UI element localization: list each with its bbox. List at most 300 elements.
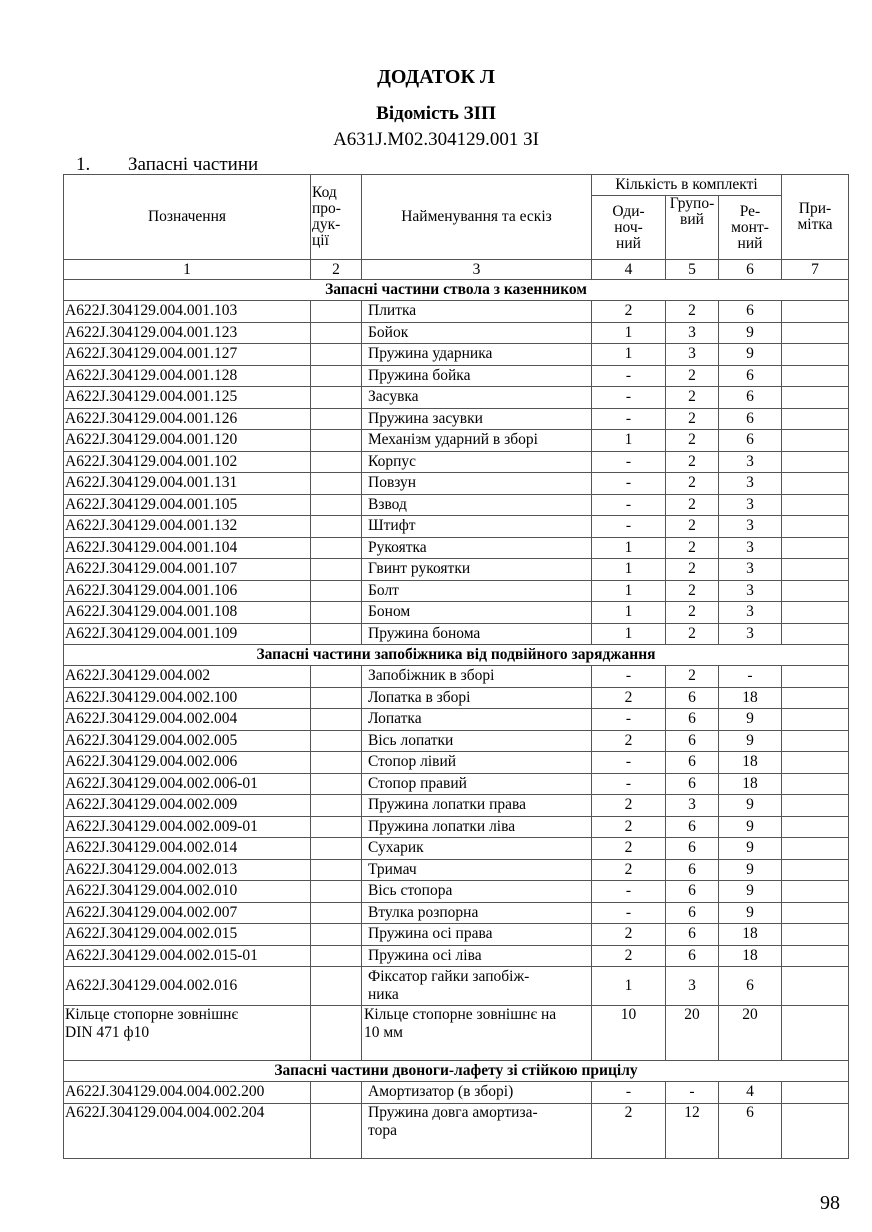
cell-repair: 3 bbox=[719, 494, 782, 516]
cell-name: Кільце стопорне зовнішнє на 10 мм bbox=[362, 1006, 592, 1061]
cell-code bbox=[311, 537, 362, 559]
cell-code bbox=[311, 773, 362, 795]
cell-name: Пружина ударника bbox=[362, 344, 592, 366]
cell-single: - bbox=[592, 666, 666, 688]
group-title: Запасні частини запобіжника від подвійного заряджання bbox=[64, 645, 849, 666]
cell-single: 2 bbox=[592, 301, 666, 323]
cell-single: 1 bbox=[592, 967, 666, 1006]
cell-group: 2 bbox=[666, 494, 719, 516]
cell-note bbox=[782, 365, 849, 387]
cell-group: 3 bbox=[666, 795, 719, 817]
cell-group: 6 bbox=[666, 924, 719, 946]
cell-name: Повзун bbox=[362, 473, 592, 495]
cell-note bbox=[782, 666, 849, 688]
table-row bbox=[64, 709, 849, 731]
table-row bbox=[64, 301, 849, 323]
cell-code bbox=[311, 687, 362, 709]
cell-code bbox=[311, 1006, 362, 1061]
table-row bbox=[64, 365, 849, 387]
cell-designation: А622J.304129.004.002.013 bbox=[64, 859, 311, 881]
cell-designation: А622J.304129.004.002.100 bbox=[64, 687, 311, 709]
cell-name: Втулка розпорна bbox=[362, 902, 592, 924]
cell-name: Пружина осі ліва bbox=[362, 945, 592, 967]
cell-single: - bbox=[592, 494, 666, 516]
cell-code bbox=[311, 730, 362, 752]
cell-single: 1 bbox=[592, 602, 666, 624]
cell-repair: 3 bbox=[719, 516, 782, 538]
cell-designation: А622J.304129.004.001.127 bbox=[64, 344, 311, 366]
cell-name: Пружина довга амортиза- тора bbox=[362, 1103, 592, 1158]
cell-designation: А622J.304129.004.002.015 bbox=[64, 924, 311, 946]
table-row bbox=[64, 408, 849, 430]
cell-code bbox=[311, 816, 362, 838]
cell-single: 2 bbox=[592, 687, 666, 709]
header-repair: Ре- монт- ний bbox=[719, 196, 782, 260]
table-row bbox=[64, 623, 849, 645]
cell-repair: 9 bbox=[719, 322, 782, 344]
cell-repair: 9 bbox=[719, 902, 782, 924]
cell-repair: 18 bbox=[719, 687, 782, 709]
table-row bbox=[64, 1082, 849, 1104]
group-row bbox=[64, 280, 849, 301]
cell-repair: 18 bbox=[719, 752, 782, 774]
header-note: При- мітка bbox=[782, 175, 849, 260]
cell-repair: 6 bbox=[719, 967, 782, 1006]
cell-designation: А622J.304129.004.001.120 bbox=[64, 430, 311, 452]
header-group: Групо- вий bbox=[666, 196, 719, 260]
cell-single: - bbox=[592, 408, 666, 430]
cell-designation: А622J.304129.004.002 bbox=[64, 666, 311, 688]
cell-single: 2 bbox=[592, 730, 666, 752]
cell-repair: 6 bbox=[719, 430, 782, 452]
cell-designation: А622J.304129.004.004.002.204 bbox=[64, 1103, 311, 1158]
cell-name: Лопатка в зборі bbox=[362, 687, 592, 709]
table-row bbox=[64, 945, 849, 967]
cell-code bbox=[311, 559, 362, 581]
cell-single: - bbox=[592, 709, 666, 731]
cell-designation: А622J.304129.004.004.002.200 bbox=[64, 1082, 311, 1104]
cell-repair: 3 bbox=[719, 623, 782, 645]
cell-group: 2 bbox=[666, 408, 719, 430]
table-row bbox=[64, 687, 849, 709]
cell-group: 6 bbox=[666, 773, 719, 795]
cell-group: 2 bbox=[666, 623, 719, 645]
cell-code bbox=[311, 666, 362, 688]
cell-name: Пружина бонома bbox=[362, 623, 592, 645]
cell-single: 1 bbox=[592, 537, 666, 559]
cell-name: Бойок bbox=[362, 322, 592, 344]
cell-repair: - bbox=[719, 666, 782, 688]
cell-single: - bbox=[592, 752, 666, 774]
column-number-row bbox=[64, 260, 849, 280]
cell-repair: 3 bbox=[719, 451, 782, 473]
header-single: Оди- ноч- ний bbox=[592, 196, 666, 260]
table-row bbox=[64, 602, 849, 624]
cell-code bbox=[311, 516, 362, 538]
table-row bbox=[64, 666, 849, 688]
cell-name: Болт bbox=[362, 580, 592, 602]
cell-single: 1 bbox=[592, 430, 666, 452]
cell-note bbox=[782, 537, 849, 559]
cell-designation: А622J.304129.004.002.006-01 bbox=[64, 773, 311, 795]
cell-name: Фіксатор гайки запобіж- ника bbox=[362, 967, 592, 1006]
cell-code bbox=[311, 344, 362, 366]
cell-single: 2 bbox=[592, 795, 666, 817]
cell-note bbox=[782, 1006, 849, 1061]
cell-single: 1 bbox=[592, 322, 666, 344]
cell-code bbox=[311, 709, 362, 731]
cell-designation: А622J.304129.004.001.105 bbox=[64, 494, 311, 516]
column-number: 4 bbox=[592, 260, 666, 280]
table-row bbox=[64, 559, 849, 581]
cell-note bbox=[782, 623, 849, 645]
cell-single: - bbox=[592, 516, 666, 538]
cell-single: - bbox=[592, 365, 666, 387]
column-number: 6 bbox=[719, 260, 782, 280]
cell-group: 6 bbox=[666, 752, 719, 774]
cell-repair: 3 bbox=[719, 580, 782, 602]
cell-repair: 20 bbox=[719, 1006, 782, 1061]
cell-designation: А622J.304129.004.001.103 bbox=[64, 301, 311, 323]
table-row bbox=[64, 451, 849, 473]
cell-repair: 3 bbox=[719, 473, 782, 495]
cell-designation: А622J.304129.004.002.006 bbox=[64, 752, 311, 774]
cell-group: 3 bbox=[666, 967, 719, 1006]
cell-note bbox=[782, 344, 849, 366]
cell-note bbox=[782, 730, 849, 752]
cell-note bbox=[782, 773, 849, 795]
cell-note bbox=[782, 580, 849, 602]
cell-group: 6 bbox=[666, 881, 719, 903]
cell-single: - bbox=[592, 473, 666, 495]
cell-name: Тримач bbox=[362, 859, 592, 881]
cell-code bbox=[311, 945, 362, 967]
group-title: Запасні частини ствола з казенником bbox=[64, 280, 849, 301]
cell-designation: А622J.304129.004.002.005 bbox=[64, 730, 311, 752]
cell-code bbox=[311, 430, 362, 452]
cell-single: - bbox=[592, 902, 666, 924]
cell-name: Взвод bbox=[362, 494, 592, 516]
cell-group: 2 bbox=[666, 559, 719, 581]
cell-name: Стопор правий bbox=[362, 773, 592, 795]
cell-group: 3 bbox=[666, 344, 719, 366]
cell-group: 2 bbox=[666, 451, 719, 473]
table-row bbox=[64, 795, 849, 817]
table-row bbox=[64, 494, 849, 516]
cell-designation: А622J.304129.004.001.131 bbox=[64, 473, 311, 495]
cell-note bbox=[782, 902, 849, 924]
cell-repair: 6 bbox=[719, 1103, 782, 1158]
cell-repair: 6 bbox=[719, 365, 782, 387]
cell-code bbox=[311, 902, 362, 924]
cell-note bbox=[782, 451, 849, 473]
cell-designation: А622J.304129.004.002.004 bbox=[64, 709, 311, 731]
cell-code bbox=[311, 881, 362, 903]
cell-code bbox=[311, 967, 362, 1006]
cell-name: Пружина лопатки права bbox=[362, 795, 592, 817]
cell-single: - bbox=[592, 387, 666, 409]
cell-designation: Кільце стопорне зовнішнє DIN 471 ф10 bbox=[64, 1006, 311, 1061]
column-number: 3 bbox=[362, 260, 592, 280]
cell-designation: А622J.304129.004.002.010 bbox=[64, 881, 311, 903]
cell-name: Пружина лопатки ліва bbox=[362, 816, 592, 838]
appendix-heading: ДОДАТОК Л bbox=[377, 66, 495, 88]
table-row bbox=[64, 430, 849, 452]
table-row bbox=[64, 387, 849, 409]
cell-repair: 9 bbox=[719, 709, 782, 731]
cell-repair: 6 bbox=[719, 301, 782, 323]
cell-designation: А622J.304129.004.001.102 bbox=[64, 451, 311, 473]
cell-designation: А622J.304129.004.002.014 bbox=[64, 838, 311, 860]
cell-code bbox=[311, 408, 362, 430]
table-row bbox=[64, 516, 849, 538]
section-number: 1. bbox=[76, 154, 91, 175]
cell-single: 2 bbox=[592, 859, 666, 881]
cell-single: - bbox=[592, 1082, 666, 1104]
cell-repair: 6 bbox=[719, 387, 782, 409]
cell-code bbox=[311, 322, 362, 344]
cell-name: Пружина бойка bbox=[362, 365, 592, 387]
cell-name: Пружина засувки bbox=[362, 408, 592, 430]
cell-code bbox=[311, 473, 362, 495]
cell-code bbox=[311, 580, 362, 602]
cell-note bbox=[782, 795, 849, 817]
cell-designation: А622J.304129.004.002.007 bbox=[64, 902, 311, 924]
table-row bbox=[64, 752, 849, 774]
cell-note bbox=[782, 473, 849, 495]
section-heading bbox=[76, 154, 258, 176]
table-body bbox=[64, 280, 849, 1159]
table-row bbox=[64, 881, 849, 903]
cell-group: 12 bbox=[666, 1103, 719, 1158]
cell-group: 2 bbox=[666, 301, 719, 323]
cell-designation: А622J.304129.004.002.009-01 bbox=[64, 816, 311, 838]
cell-group: 6 bbox=[666, 709, 719, 731]
column-number: 1 bbox=[64, 260, 311, 280]
table-row bbox=[64, 344, 849, 366]
table-row bbox=[64, 537, 849, 559]
cell-group: 6 bbox=[666, 816, 719, 838]
cell-designation: А622J.304129.004.001.104 bbox=[64, 537, 311, 559]
cell-single: 2 bbox=[592, 924, 666, 946]
cell-name: Пружина осі права bbox=[362, 924, 592, 946]
cell-single: 2 bbox=[592, 945, 666, 967]
cell-note bbox=[782, 1082, 849, 1104]
table-row bbox=[64, 730, 849, 752]
cell-repair: 18 bbox=[719, 945, 782, 967]
cell-group: 2 bbox=[666, 537, 719, 559]
cell-single: 2 bbox=[592, 1103, 666, 1158]
cell-group: 2 bbox=[666, 473, 719, 495]
cell-repair: 6 bbox=[719, 408, 782, 430]
cell-repair: 3 bbox=[719, 602, 782, 624]
cell-note bbox=[782, 516, 849, 538]
cell-designation: А622J.304129.004.001.106 bbox=[64, 580, 311, 602]
cell-group: 3 bbox=[666, 322, 719, 344]
table-row bbox=[64, 859, 849, 881]
header-code: Код про- дук- ції bbox=[311, 175, 362, 260]
cell-name: Лопатка bbox=[362, 709, 592, 731]
cell-code bbox=[311, 752, 362, 774]
cell-single: - bbox=[592, 881, 666, 903]
cell-note bbox=[782, 387, 849, 409]
cell-name: Сухарик bbox=[362, 838, 592, 860]
cell-name: Рукоятка bbox=[362, 537, 592, 559]
cell-code bbox=[311, 795, 362, 817]
cell-single: 1 bbox=[592, 580, 666, 602]
cell-code bbox=[311, 301, 362, 323]
cell-group: 2 bbox=[666, 430, 719, 452]
cell-designation: А622J.304129.004.001.109 bbox=[64, 623, 311, 645]
cell-code bbox=[311, 924, 362, 946]
cell-designation: А622J.304129.004.001.107 bbox=[64, 559, 311, 581]
cell-repair: 9 bbox=[719, 881, 782, 903]
cell-designation: А622J.304129.004.002.016 bbox=[64, 967, 311, 1006]
cell-note bbox=[782, 301, 849, 323]
section-title: Запасні частини bbox=[128, 154, 259, 175]
header-designation: Позначення bbox=[64, 175, 311, 260]
cell-group: 6 bbox=[666, 730, 719, 752]
cell-group: - bbox=[666, 1082, 719, 1104]
cell-designation: А622J.304129.004.001.125 bbox=[64, 387, 311, 409]
table-row bbox=[64, 773, 849, 795]
cell-single: 1 bbox=[592, 559, 666, 581]
cell-group: 2 bbox=[666, 602, 719, 624]
cell-note bbox=[782, 1103, 849, 1158]
cell-note bbox=[782, 816, 849, 838]
cell-note bbox=[782, 881, 849, 903]
cell-repair: 9 bbox=[719, 795, 782, 817]
cell-note bbox=[782, 430, 849, 452]
cell-designation: А622J.304129.004.001.128 bbox=[64, 365, 311, 387]
cell-group: 6 bbox=[666, 859, 719, 881]
cell-group: 20 bbox=[666, 1006, 719, 1061]
table-row bbox=[64, 902, 849, 924]
cell-single: 1 bbox=[592, 344, 666, 366]
group-row bbox=[64, 1061, 849, 1082]
group-row bbox=[64, 645, 849, 666]
table-row bbox=[64, 473, 849, 495]
cell-name: Запобіжник в зборі bbox=[362, 666, 592, 688]
cell-code bbox=[311, 1103, 362, 1158]
cell-note bbox=[782, 559, 849, 581]
cell-note bbox=[782, 945, 849, 967]
cell-designation: А622J.304129.004.001.126 bbox=[64, 408, 311, 430]
cell-note bbox=[782, 494, 849, 516]
table-row bbox=[64, 816, 849, 838]
cell-note bbox=[782, 838, 849, 860]
cell-single: 2 bbox=[592, 816, 666, 838]
cell-repair: 3 bbox=[719, 559, 782, 581]
cell-note bbox=[782, 602, 849, 624]
cell-code bbox=[311, 365, 362, 387]
cell-designation: А622J.304129.004.002.009 bbox=[64, 795, 311, 817]
cell-code bbox=[311, 859, 362, 881]
cell-code bbox=[311, 387, 362, 409]
cell-code bbox=[311, 623, 362, 645]
cell-note bbox=[782, 687, 849, 709]
table-row bbox=[64, 1103, 849, 1158]
cell-name: Засувка bbox=[362, 387, 592, 409]
cell-designation: А622J.304129.004.001.108 bbox=[64, 602, 311, 624]
cell-repair: 9 bbox=[719, 838, 782, 860]
column-number: 5 bbox=[666, 260, 719, 280]
cell-repair: 9 bbox=[719, 859, 782, 881]
group-title: Запасні частини двоноги-лафету зі стійкою прицілу bbox=[64, 1061, 849, 1082]
cell-repair: 9 bbox=[719, 730, 782, 752]
cell-name: Стопор лівий bbox=[362, 752, 592, 774]
header-name: Найменування та ескіз bbox=[362, 175, 592, 260]
cell-name: Вісь лопатки bbox=[362, 730, 592, 752]
table-row bbox=[64, 967, 849, 1006]
cell-repair: 18 bbox=[719, 773, 782, 795]
cell-group: 2 bbox=[666, 580, 719, 602]
cell-note bbox=[782, 924, 849, 946]
cell-group: 6 bbox=[666, 687, 719, 709]
cell-designation: А622J.304129.004.001.123 bbox=[64, 322, 311, 344]
cell-name: Корпус bbox=[362, 451, 592, 473]
cell-code bbox=[311, 494, 362, 516]
cell-repair: 3 bbox=[719, 537, 782, 559]
cell-code bbox=[311, 602, 362, 624]
table-row bbox=[64, 580, 849, 602]
cell-note bbox=[782, 322, 849, 344]
document-code: А631J.M02.304129.001 ЗІ bbox=[333, 129, 539, 150]
cell-designation: А622J.304129.004.002.015-01 bbox=[64, 945, 311, 967]
cell-single: - bbox=[592, 773, 666, 795]
page-number: 98 bbox=[820, 1192, 840, 1214]
table-row bbox=[64, 838, 849, 860]
cell-group: 6 bbox=[666, 902, 719, 924]
cell-note bbox=[782, 967, 849, 1006]
cell-note bbox=[782, 408, 849, 430]
cell-code bbox=[311, 1082, 362, 1104]
cell-note bbox=[782, 709, 849, 731]
cell-name: Амортизатор (в зборі) bbox=[362, 1082, 592, 1104]
header-quantity: Кількість в комплекті bbox=[592, 175, 782, 196]
cell-name: Гвинт рукоятки bbox=[362, 559, 592, 581]
document-subtitle: Відомість ЗІП bbox=[376, 103, 496, 124]
cell-single: 10 bbox=[592, 1006, 666, 1061]
cell-name: Плитка bbox=[362, 301, 592, 323]
cell-group: 6 bbox=[666, 838, 719, 860]
cell-group: 2 bbox=[666, 516, 719, 538]
table-row bbox=[64, 1006, 849, 1061]
cell-repair: 4 bbox=[719, 1082, 782, 1104]
cell-name: Боном bbox=[362, 602, 592, 624]
cell-designation: А622J.304129.004.001.132 bbox=[64, 516, 311, 538]
cell-name: Вісь стопора bbox=[362, 881, 592, 903]
spare-parts-table bbox=[63, 174, 849, 1159]
cell-repair: 9 bbox=[719, 344, 782, 366]
column-number: 2 bbox=[311, 260, 362, 280]
table-row bbox=[64, 322, 849, 344]
table-row bbox=[64, 924, 849, 946]
cell-single: - bbox=[592, 451, 666, 473]
cell-note bbox=[782, 859, 849, 881]
cell-group: 2 bbox=[666, 387, 719, 409]
cell-repair: 18 bbox=[719, 924, 782, 946]
cell-group: 6 bbox=[666, 945, 719, 967]
cell-name: Штифт bbox=[362, 516, 592, 538]
cell-single: 1 bbox=[592, 623, 666, 645]
cell-code bbox=[311, 838, 362, 860]
cell-code bbox=[311, 451, 362, 473]
cell-note bbox=[782, 752, 849, 774]
column-number: 7 bbox=[782, 260, 849, 280]
cell-repair: 9 bbox=[719, 816, 782, 838]
cell-group: 2 bbox=[666, 365, 719, 387]
